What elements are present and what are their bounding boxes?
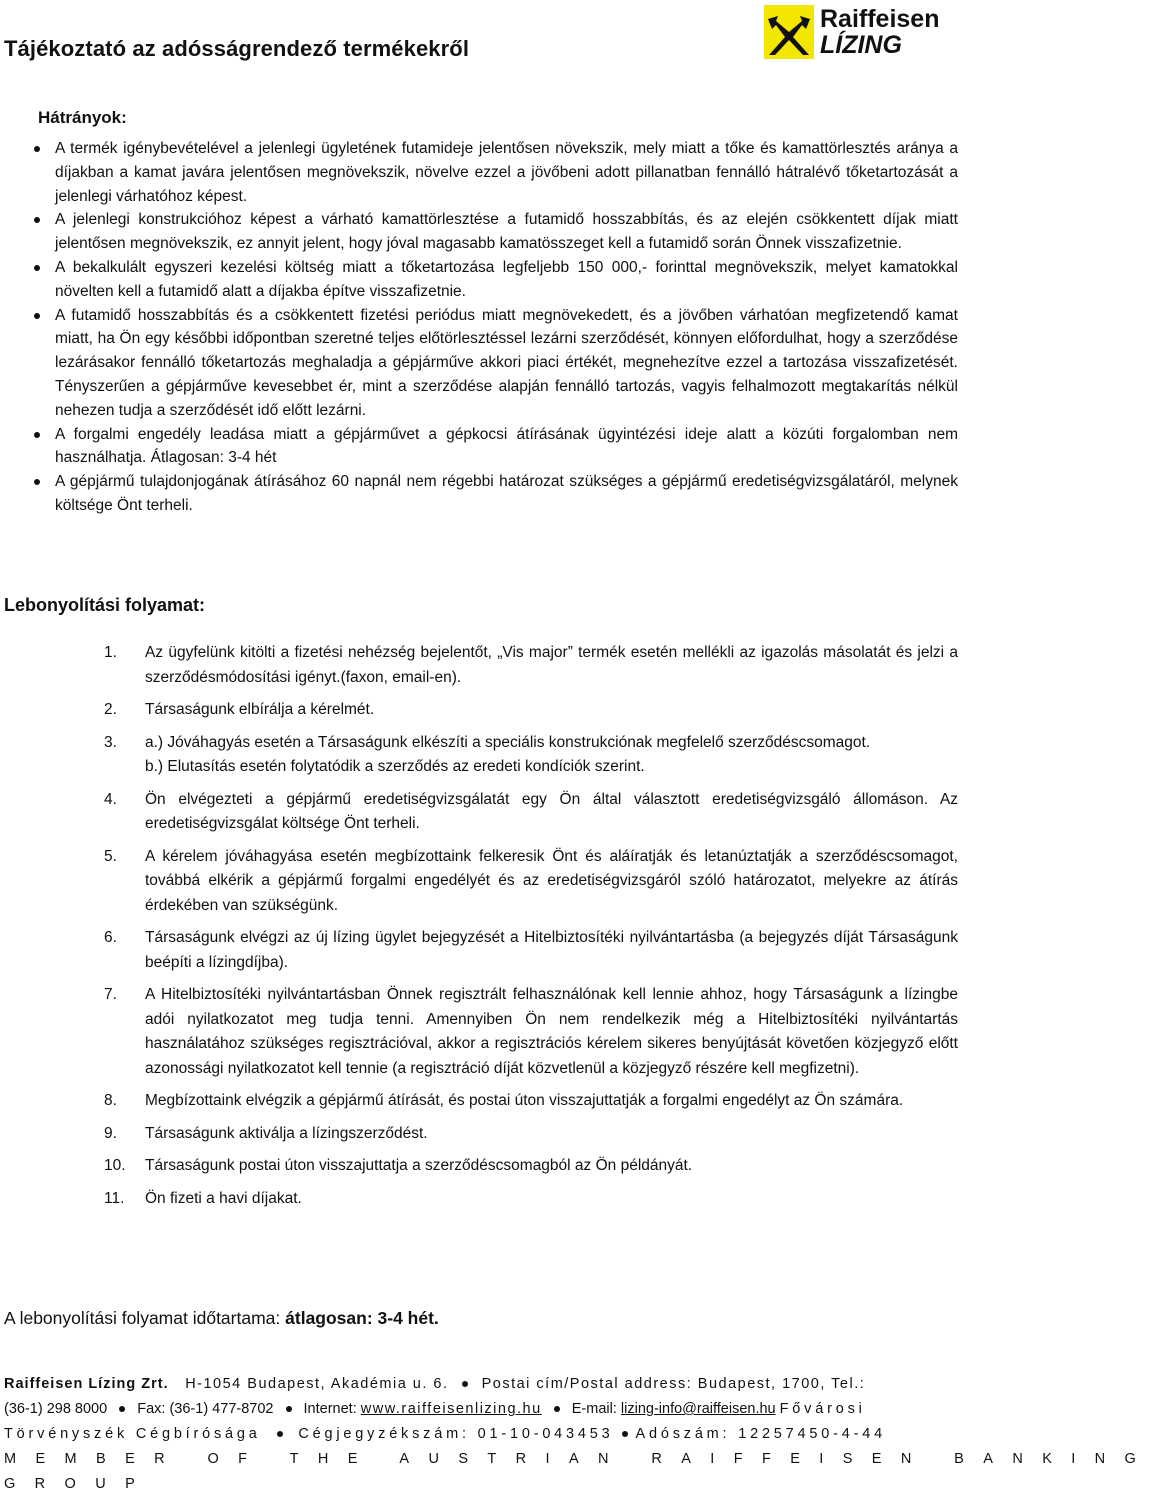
bullet-icon [34, 265, 40, 271]
court-name-start: Fővárosi [779, 1401, 866, 1417]
raiffeisen-gable-cross-icon [764, 5, 814, 59]
bullet-icon [34, 146, 40, 152]
footer-row-1 [4, 1372, 956, 1397]
step-text: Ön fizeti a havi díjakat. [145, 1189, 302, 1207]
bullet-icon [34, 313, 40, 319]
step-text: Ön elvégezteti a gépjármű eredetiségvizsgálatát egy Ön által választott eredetiségvizsgáló állomáson. Az eredetiségvizsgálat költsége Önt terheli. [145, 790, 958, 832]
group-membership-line-2: GROUP [4, 1476, 155, 1492]
process-step [104, 731, 958, 780]
process-heading: Lebonyolítási folyamat: [4, 595, 206, 615]
footer-row-2 [4, 1397, 956, 1422]
step-text: Társaságunk postai úton visszajuttatja a szerződéscsomagból az Ön példányát. [145, 1157, 693, 1174]
email-link[interactable]: lizing-info@raiffeisen.hu [620, 1401, 776, 1417]
bullet-icon [34, 479, 40, 485]
process-step [104, 698, 958, 723]
website-link[interactable]: www.raiffeisenlizing.hu [360, 1401, 542, 1417]
step-text: Társaságunk elbírálja a kérelmét. [145, 701, 375, 718]
list-item: A jelenlegi konstrukcióhoz képest a várható kamattörlesztése a futamidő hosszabbítás, és az elején csökkentett díjak miatt jelentősen megnövekszik, ez annyit jelent, hogy jóval magasabb kamatösszeget kell a futamidő során Önnek visszafizetnie. [32, 208, 958, 256]
step-number: 4. [104, 790, 117, 808]
duration-value: átlagosan: 3-4 hét. [285, 1308, 439, 1328]
phone-number: (36-1) 298 8000 [4, 1401, 108, 1417]
raiffeisen-lizing-logo [764, 3, 954, 61]
list-item: A futamidő hosszabbítás és a csökkentett fizetési periódus miatt megnövekedett, és a jövőben várhatóan megfizetendő kamat miatt, ha Ön egy későbbi időpontban szeretné teljes előtörlesztéssel lezárni szerződését, könnyen előfordulhat, hogy a szerződése lezárásakor fennálló tőketartozás meghaladja a gépjárműve akkori piaci értékét, megnehezítve ezzel a tartozása visszafizetését. Tényszerűen a gépjárműve kevesebbet ér, mint a szerződése alapján fennálló tartozás, vagyis felhalmozott megtakarítás nélkül nehezen tudja a szerződését idő előtt lezárni. [32, 304, 958, 423]
footer-row-3 [4, 1422, 956, 1447]
separator-dot-icon [462, 1381, 468, 1387]
step-text-secondary: b.) Elutasítás esetén folytatódik a szerződés az eredeti kondíciók szerint. [145, 758, 645, 775]
tax-number: Adószám: 12257450-4-44 [635, 1426, 886, 1442]
step-number: 6. [104, 929, 117, 946]
postal-address: Postai cím/Postal address: Budapest, 1700, Tel.: [481, 1376, 866, 1392]
logo-line1: Raiffeisen [820, 5, 940, 33]
fax-number: Fax: (36-1) 477-8702 [137, 1401, 274, 1417]
duration-label: A lebonyolítási folyamat időtartama: [4, 1308, 281, 1328]
email-label: E-mail: [571, 1401, 617, 1417]
process-step [104, 845, 958, 919]
list-item: A gépjármű tulajdonjogának átírásához 60 napnál nem régebbi határozat szükséges a gépjármű eredetiségvizsgálatáról, melynek költsége Önt terheli. [32, 470, 958, 518]
step-number: 5. [104, 847, 117, 865]
step-text: A kérelem jóváhagyása esetén megbízottaink felkeresik Önt és aláíratják és letanúztatják a szerződéscsomagot, továbbá elkérik a gépjármű forgalmi engedélyét és az eredetiségvizsgáról szóló határozatot, melyekre az átírás érdekében van szükségünk. [145, 847, 958, 914]
process-duration [4, 1308, 439, 1329]
step-number: 9. [104, 1124, 117, 1142]
court-name: Törvényszék Cégbírósága [4, 1426, 261, 1442]
step-number: 11. [104, 1189, 125, 1207]
list-item: A bekalkulált egyszeri kezelési költség miatt a tőketartozása legfeljebb 150 000,- forinttal megnövekszik, melyet kamatokkal növelten kell a futamidő alatt a díjakba építve visszafizetnie. [32, 256, 958, 304]
company-address: H-1054 Budapest, Akadémia u. 6. [185, 1376, 449, 1392]
process-step [104, 926, 958, 975]
step-text: Társaságunk aktiválja a lízingszerződést. [145, 1124, 428, 1142]
process-step [104, 1089, 958, 1114]
step-text: Társaságunk elvégzi az új lízing ügylet bejegyzését a Hitelbiztosítéki nyilvántartásba (a bejegyzés díját Társaságunk beépíti a lízingdíjba). [145, 929, 958, 971]
bullet-icon [34, 217, 40, 223]
process-step [104, 1154, 958, 1179]
step-number: 2. [104, 701, 117, 718]
separator-dot-icon [119, 1406, 125, 1412]
page-title: Tájékoztató az adósságrendező termékekről [4, 36, 470, 61]
separator-dot-icon [286, 1406, 292, 1412]
step-number: 3. [104, 733, 117, 751]
process-step [104, 788, 958, 837]
list-item: A termék igénybevételével a jelenlegi ügyletének futamideje jelentősen növekszik, mely miatt a tőke és kamattörlesztés aránya a díjakban a kamat javára jelentősen megnövekszik, növelve ezzel a jövőbeni adott pillanatban fennálló hátralévő tőketartozását a jelenlegi várhatóhoz képest. [32, 137, 958, 208]
page-header [0, 0, 960, 70]
company-name: Raiffeisen Lízing Zrt. [4, 1376, 169, 1392]
registration-number: Cégjegyzékszám: 01-10-043453 [298, 1426, 614, 1442]
disadvantages-heading: Hátrányok: [38, 108, 127, 127]
process-step [104, 641, 958, 690]
disadvantages-list [32, 137, 958, 518]
step-text: A Hitelbiztosítéki nyilvántartásban Önnek regisztrált felhasználónak kell lennie ahhoz, hogy Társaságunk a lízingbe adói nyilatkozatot meg tudja tenni. Amennyiben Ön nem rendelkezik még a Hitelbiztosítéki nyilvántartás használatához szükséges regisztrációval, akkor a regisztrációs kérelem sikeres benyújtását követően közjegyző előtt azonossági nyilatkozatot kell tennie (a regisztráció díját közvetlenül a közjegyző részére kell megfizetni). [145, 986, 958, 1077]
list-item: A forgalmi engedély leadása miatt a gépjárművet a gépkocsi átírásának ügyintézési ideje alatt a közúti forgalomban nem használhatja. Átlagosan: 3-4 hét [32, 423, 958, 471]
process-step [104, 1187, 958, 1212]
step-number: 8. [104, 1092, 117, 1109]
process-steps-list [104, 641, 958, 1219]
group-membership-line: MEMBER OF THE AUSTRIAN RAIFFEISEN BANKING [4, 1451, 1155, 1467]
step-text: Az ügyfelünk kitölti a fizetési nehézség bejelentőt, „Vis major” termék esetén mellékli az igazolás másolatát és jelzi a szerződésmódosítási igényt.(faxon, email-en). [145, 644, 958, 686]
separator-dot-icon [622, 1431, 628, 1437]
step-number: 1. [104, 644, 117, 661]
logo-line2: LÍZING [820, 31, 902, 59]
process-step [104, 983, 958, 1081]
footer [4, 1372, 1155, 1497]
step-text: Megbízottaink elvégzik a gépjármű átírását, és postai úton visszajuttatják a forgalmi engedélyt az Ön számára. [145, 1092, 904, 1109]
separator-dot-icon [277, 1431, 283, 1437]
separator-dot-icon [554, 1406, 560, 1412]
step-number: 7. [104, 986, 117, 1003]
process-step [104, 1122, 958, 1147]
logo-wordmark [820, 6, 939, 58]
bullet-icon [34, 432, 40, 438]
step-number: 10. [104, 1157, 126, 1174]
internet-label: Internet: [303, 1401, 357, 1417]
step-text: a.) Jóváhagyás esetén a Társaságunk elkészíti a speciális konstrukciónak megfelelő szerződéscsomagot. [145, 733, 871, 751]
